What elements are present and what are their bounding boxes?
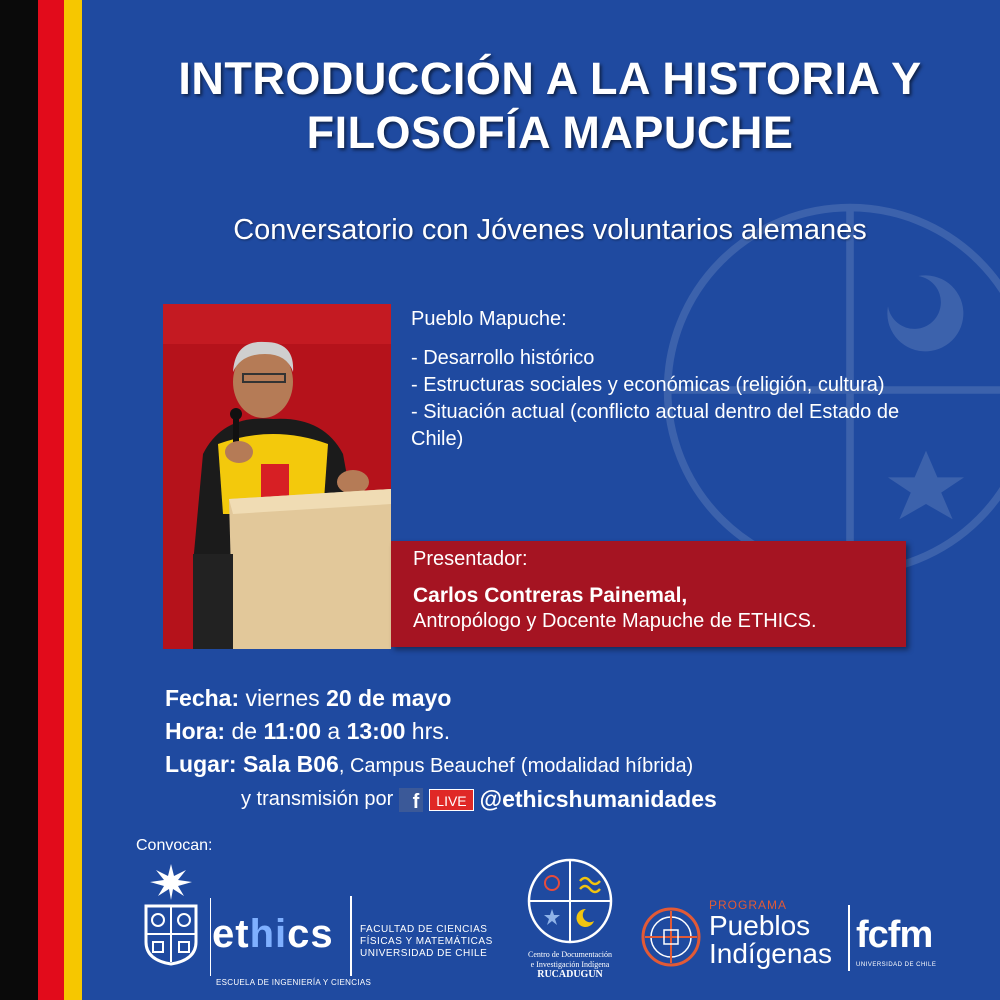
topic-item: - Desarrollo histórico <box>411 347 595 369</box>
faculty-line: FÍSICAS Y MATEMÁTICAS <box>360 936 493 947</box>
fecha-row <box>165 682 717 715</box>
rucadugun-text <box>510 950 630 980</box>
ruca-line: Centro de Documentación <box>528 950 612 959</box>
event-subtitle: Conversatorio con Jóvenes voluntarios alemanes <box>233 214 867 246</box>
hora-end: 13:00 <box>346 718 406 744</box>
hora-de: de <box>231 718 258 744</box>
programa-label: PROGRAMA <box>709 898 788 912</box>
hora-label: Hora: <box>165 718 226 744</box>
live-badge: LIVE <box>429 789 473 811</box>
lugar-row <box>165 748 717 783</box>
ruca-line: e Investigación Indígena <box>530 960 610 969</box>
title-line-1: INTRODUCCIÓN A LA HISTORIA Y <box>178 53 922 104</box>
event-details <box>165 682 717 816</box>
event-title <box>100 52 1000 160</box>
ethics-logo-highlight: hi <box>249 912 288 956</box>
universidad-de-chile-crest <box>138 862 204 966</box>
social-handle[interactable]: @ethicshumanidades <box>479 786 717 812</box>
faculty-line: UNIVERSIDAD DE CHILE <box>360 948 488 959</box>
hora-row <box>165 715 717 748</box>
lugar-campus: , Campus Beauchef <box>338 755 515 777</box>
title-line-2: FILOSOFÍA MAPUCHE <box>306 107 794 158</box>
pueblos-indigenas-emblem <box>640 906 702 968</box>
ethics-logo-part: cs <box>287 912 334 956</box>
presenter-role: Antropólogo y Docente Mapuche de ETHICS. <box>413 610 817 632</box>
hora-a: a <box>327 718 341 744</box>
presenter-photo <box>163 304 391 649</box>
hora-start: 11:00 <box>263 718 321 744</box>
fcfm-faculty-text <box>360 924 493 960</box>
presenter-name: Carlos Contreras Painemal, <box>413 584 688 607</box>
topic-item: - Situación actual (conflicto actual dentro del Estado de Chile) <box>411 401 900 450</box>
fecha-label: Fecha: <box>165 685 240 711</box>
lugar-label: Lugar: <box>165 751 237 777</box>
ethics-logo-part: et <box>212 912 250 956</box>
presenter-label: Presentador: <box>413 548 528 570</box>
facebook-icon[interactable]: f <box>399 788 423 812</box>
convocan-label: Convocan: <box>136 837 213 854</box>
ethics-logo <box>212 912 334 957</box>
faculty-line: FACULTAD DE CIENCIAS <box>360 924 488 935</box>
flag-stripe-black <box>0 0 38 1000</box>
lugar-sala: Sala B06 <box>242 751 339 777</box>
divider-line <box>848 905 850 971</box>
fcfm-logo: fcfm <box>856 914 933 956</box>
topic-item: - Estructuras sociales y económicas (religión, cultura) <box>411 374 885 396</box>
topics-heading: Pueblo Mapuche: <box>411 308 567 330</box>
pi-line: Indígenas <box>709 938 832 969</box>
fecha-value: 20 de mayo <box>326 685 452 711</box>
flag-stripe-red <box>38 0 64 1000</box>
flag-stripe-gold <box>64 0 82 1000</box>
divider-line <box>210 898 211 976</box>
transmision-row <box>165 783 717 816</box>
lugar-mode: (modalidad híbrida) <box>520 755 694 777</box>
rucadugun-emblem <box>526 857 614 945</box>
uchile-small-text: UNIVERSIDAD DE CHILE <box>856 962 937 968</box>
transmision-text: y transmisión por <box>241 788 394 810</box>
ruca-name: RUCADUGUN <box>537 969 603 980</box>
topics-block <box>411 306 951 453</box>
divider-line <box>350 896 352 976</box>
pueblos-indigenas-text <box>709 898 832 968</box>
hora-suffix: hrs. <box>411 718 451 744</box>
presenter-box <box>391 541 906 647</box>
fecha-prefix: viernes <box>245 685 320 711</box>
escuela-text: ESCUELA DE INGENIERÍA Y CIENCIAS <box>216 978 372 987</box>
pi-line: Pueblos <box>709 910 811 941</box>
